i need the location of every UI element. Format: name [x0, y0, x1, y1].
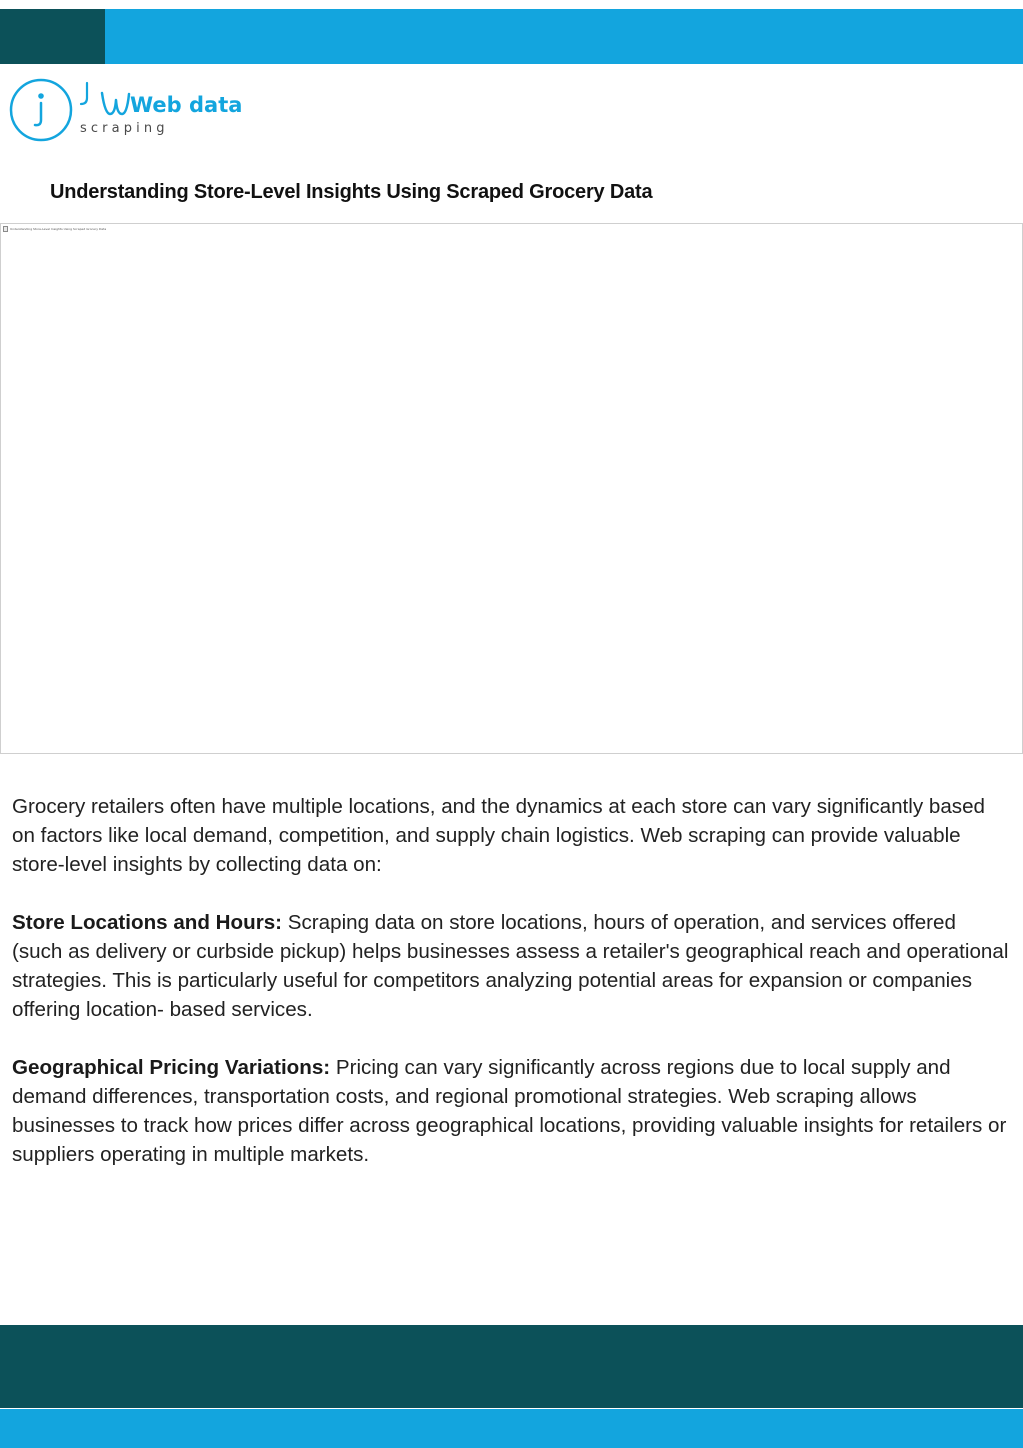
page-title: Understanding Store-Level Insights Using Scraped Grocery Data — [50, 181, 653, 203]
logo-tagline: s c r a p i n g — [80, 121, 165, 136]
logo-wordmark: Web data — [130, 93, 243, 117]
section-geographical-pricing — [12, 1053, 1012, 1169]
section-heading: Store Locations and Hours: — [12, 911, 283, 934]
article-body — [12, 792, 1012, 1198]
section-store-locations — [12, 908, 1012, 1024]
broken-image-icon — [3, 226, 8, 232]
broken-image-placeholder — [3, 226, 106, 232]
header-bar — [0, 9, 1023, 64]
header-accent-block — [0, 9, 105, 64]
logo-mark-icon — [8, 74, 243, 148]
article-image — [0, 223, 1023, 754]
image-alt-text: Understanding Store-Level Insights Using Scraped Grocery Data — [10, 227, 107, 231]
section-text: Pricing can vary significantly across regions due to local supply and demand differences, transportation costs, and regional promotional strategies. Web scraping allows businesses to track how prices differ across geographical locations, providing valuable insights for retailers or suppliers operating in multiple markets. — [12, 1056, 1007, 1166]
company-logo[interactable] — [8, 74, 243, 148]
intro-paragraph: Grocery retailers often have multiple locations, and the dynamics at each store can vary significantly based on factors like local demand, competition, and supply chain logistics. Web scraping can provide valuable store-level insights by collecting data on: — [12, 795, 985, 876]
footer-band-blue — [0, 1409, 1023, 1448]
footer-band-dark — [0, 1325, 1023, 1408]
section-text: Scraping data on store locations, hours of operation, and services offered (such as delivery or curbside pickup) helps businesses assess a retailer's geographical reach and operational strategies. This is particularly useful for competitors analyzing potential areas for expansion or companies offering location- based services. — [12, 911, 1009, 1021]
section-heading: Geographical Pricing Variations: — [12, 1056, 331, 1079]
